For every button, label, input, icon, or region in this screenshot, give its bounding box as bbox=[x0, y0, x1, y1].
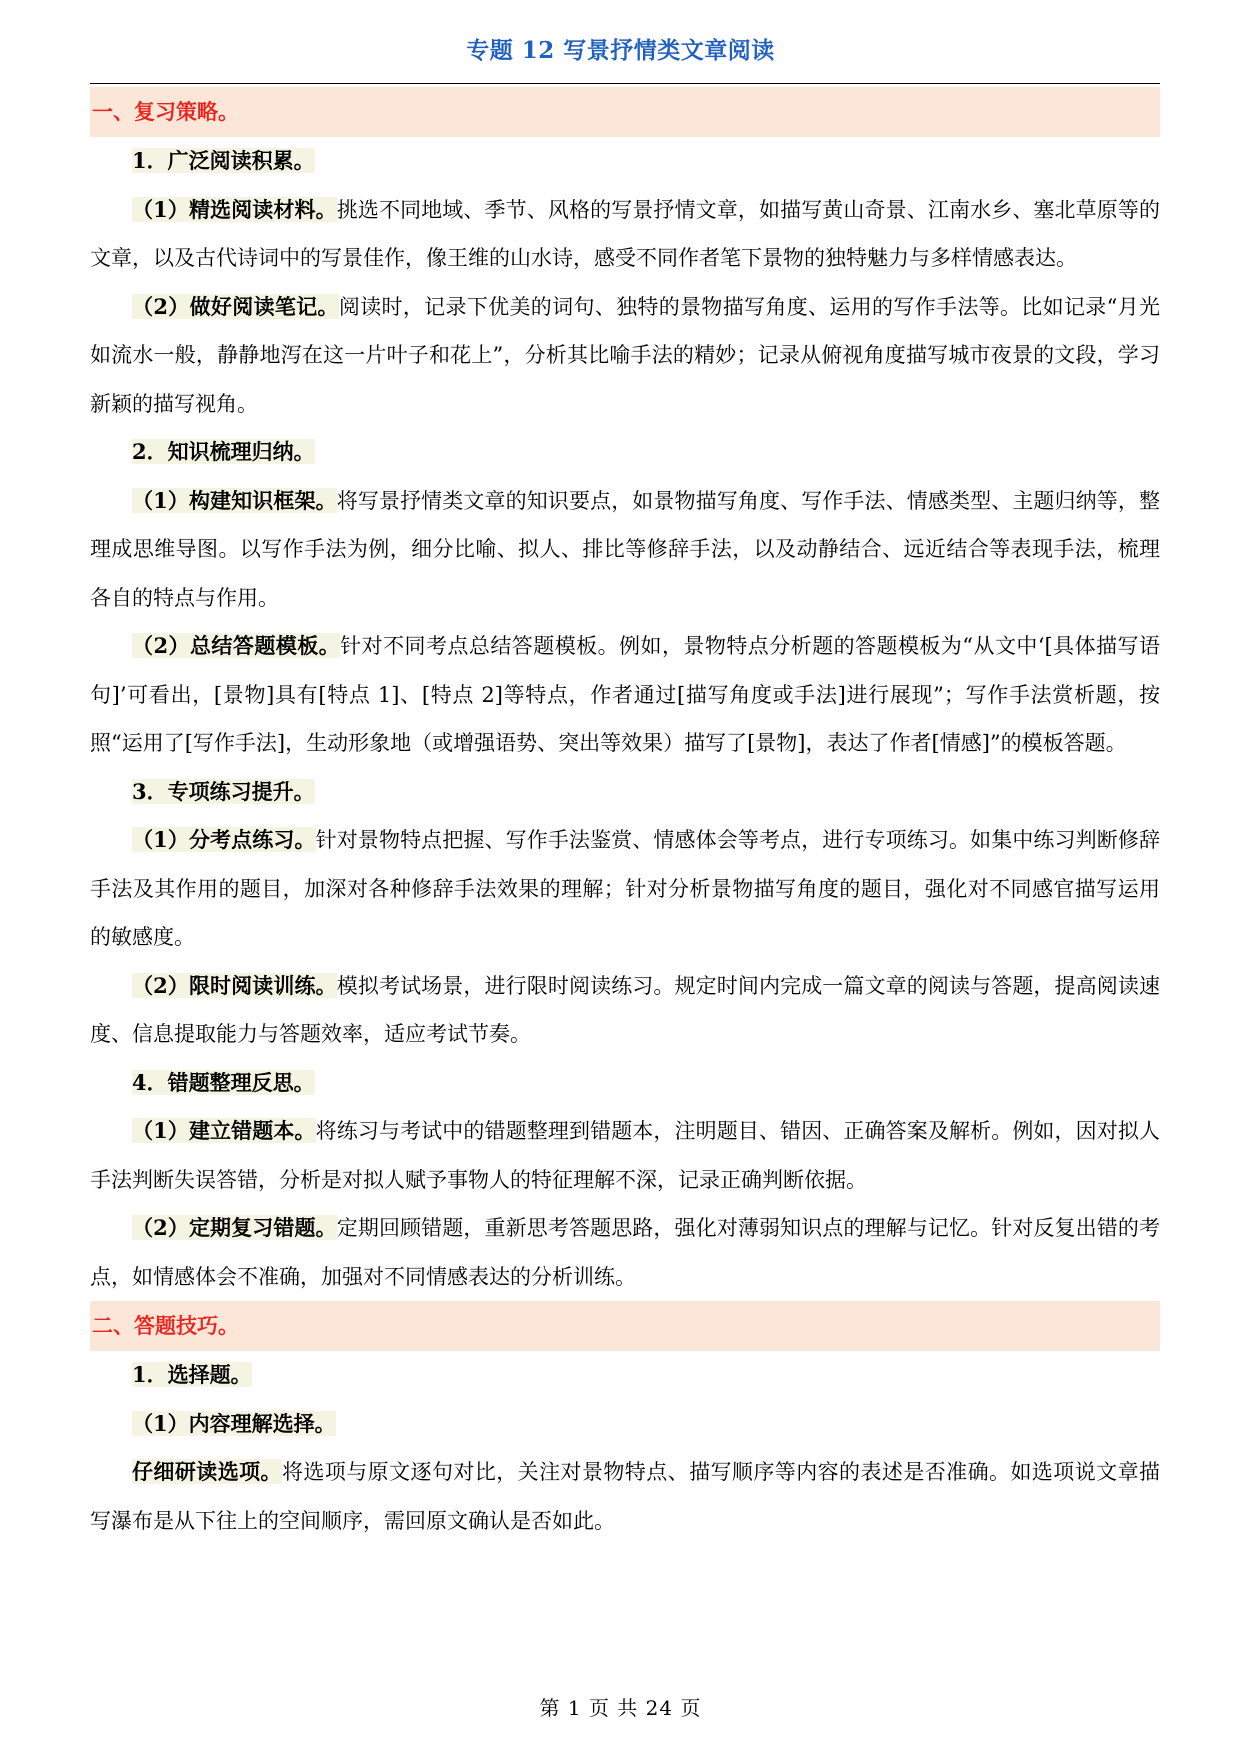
subsection-subtitle: （1）内容理解选择。 bbox=[132, 1410, 336, 1436]
paragraph-label: （2）总结答题模板。 bbox=[132, 633, 341, 658]
subsection-title: 2．知识梳理归纳。 bbox=[132, 439, 315, 464]
paragraph-label: 仔细研读选项。 bbox=[132, 1459, 282, 1484]
paragraph-text: 模拟考试场景，进行限时阅读练习。规定时间内完成一篇文章的阅读与答题，提高阅读速度、信息提取能力与答题效率，适应考试节奏。 bbox=[90, 973, 1160, 1046]
paragraph bbox=[90, 1107, 1160, 1204]
paragraph bbox=[90, 1448, 1160, 1545]
paragraph-label: （2）做好阅读笔记。 bbox=[132, 293, 339, 319]
page-footer: 第 1 页 共 24 页 bbox=[539, 1696, 702, 1720]
paragraph-text: 定期回顾错题，重新思考答题思路，强化对薄弱知识点的理解与记忆。针对反复出错的考点，如情感体会不准确，加强对不同情感表达的分析训练。 bbox=[90, 1216, 1160, 1289]
paragraph-label: （2）定期复习错题。 bbox=[132, 1215, 337, 1240]
paragraph-label: （1）构建知识框架。 bbox=[132, 487, 337, 513]
document-title: 专题 12 写景抒情类文章阅读 bbox=[466, 37, 775, 64]
paragraph-label: （1）精选阅读材料。 bbox=[132, 196, 337, 222]
paragraph bbox=[90, 1204, 1160, 1301]
paragraph-text: 将选项与原文逐句对比，关注对景物特点、描写顺序等内容的表述是否准确。如选项说文章描写瀑布是从下往上的空间顺序，需回原文确认是否如此。 bbox=[90, 1460, 1161, 1533]
paragraph bbox=[90, 816, 1160, 962]
subsection-title: 1．广泛阅读积累。 bbox=[132, 148, 315, 173]
subsection-title: 1．选择题。 bbox=[132, 1362, 252, 1387]
section-heading-answer-techniques: 二、答题技巧。 bbox=[90, 1301, 1160, 1351]
title-rule bbox=[90, 83, 1160, 84]
paragraph bbox=[90, 962, 1160, 1059]
paragraph-text: 针对景物特点把握、写作手法鉴赏、情感体会等考点，进行专项练习。如集中练习判断修辞手法及其作用的题目，加深对各种修辞手法效果的理解；针对分析景物描写角度的题目，强化对不同感官描写运用的敏感度。 bbox=[90, 828, 1160, 949]
paragraph bbox=[90, 477, 1160, 623]
subsection-title: 4．错题整理反思。 bbox=[132, 1069, 315, 1095]
paragraph-text: 将练习与考试中的错题整理到错题本，注明题目、错因、正确答案及解析。例如，因对拟人手法判断失误答错，分析是对拟人赋予事物人的特征理解不深，记录正确判断依据。 bbox=[90, 1119, 1160, 1192]
paragraph-text: 将写景抒情类文章的知识要点，如景物描写角度、写作手法、情感类型、主题归纳等，整理成思维导图。以写作手法为例，细分比喻、拟人、排比等修辞手法，以及动静结合、远近结合等表现手法，梳理各自的特点与作用。 bbox=[90, 488, 1160, 610]
paragraph-text: 挑选不同地域、季节、风格的写景抒情文章，如描写黄山奇景、江南水乡、塞北草原等的文章，以及古代诗词中的写景佳作，像王维的山水诗，感受不同作者笔下景物的独特魅力与多样情感表达。 bbox=[90, 197, 1160, 270]
paragraph-text: 针对不同考点总结答题模板。例如，景物特点分析题的答题模板为“从文中‘[具体描写语句]’可看出，[景物]具有[特点 1]、[特点 2]等特点，作者通过[描写角度或手法]进行展现”；写作手法赏析题，按照“运用了[写作手法]，生动形象地（或增强语势、突出等效果）描写了[景物]，表达了作者[情感]”的模板答题。 bbox=[90, 634, 1160, 755]
paragraph bbox=[90, 622, 1160, 768]
paragraph-label: （1）建立错题本。 bbox=[132, 1118, 316, 1143]
subsection-title: 3．专项练习提升。 bbox=[132, 778, 315, 804]
paragraph-label: （1）分考点练习。 bbox=[132, 827, 316, 852]
paragraph-label: （2）限时阅读训练。 bbox=[132, 972, 337, 998]
paragraph bbox=[90, 283, 1160, 429]
paragraph bbox=[90, 186, 1160, 283]
section-heading-review-strategy: 一、复习策略。 bbox=[90, 87, 1160, 137]
document-body bbox=[90, 87, 1160, 1545]
paragraph-text: 阅读时，记录下优美的词句、独特的景物描写角度、运用的写作手法等。比如记录“月光如流水一般，静静地泻在这一片叶子和花上”，分析其比喻手法的精妙；记录从俯视角度描写城市夜景的文段，学习新颖的描写视角。 bbox=[90, 294, 1160, 416]
